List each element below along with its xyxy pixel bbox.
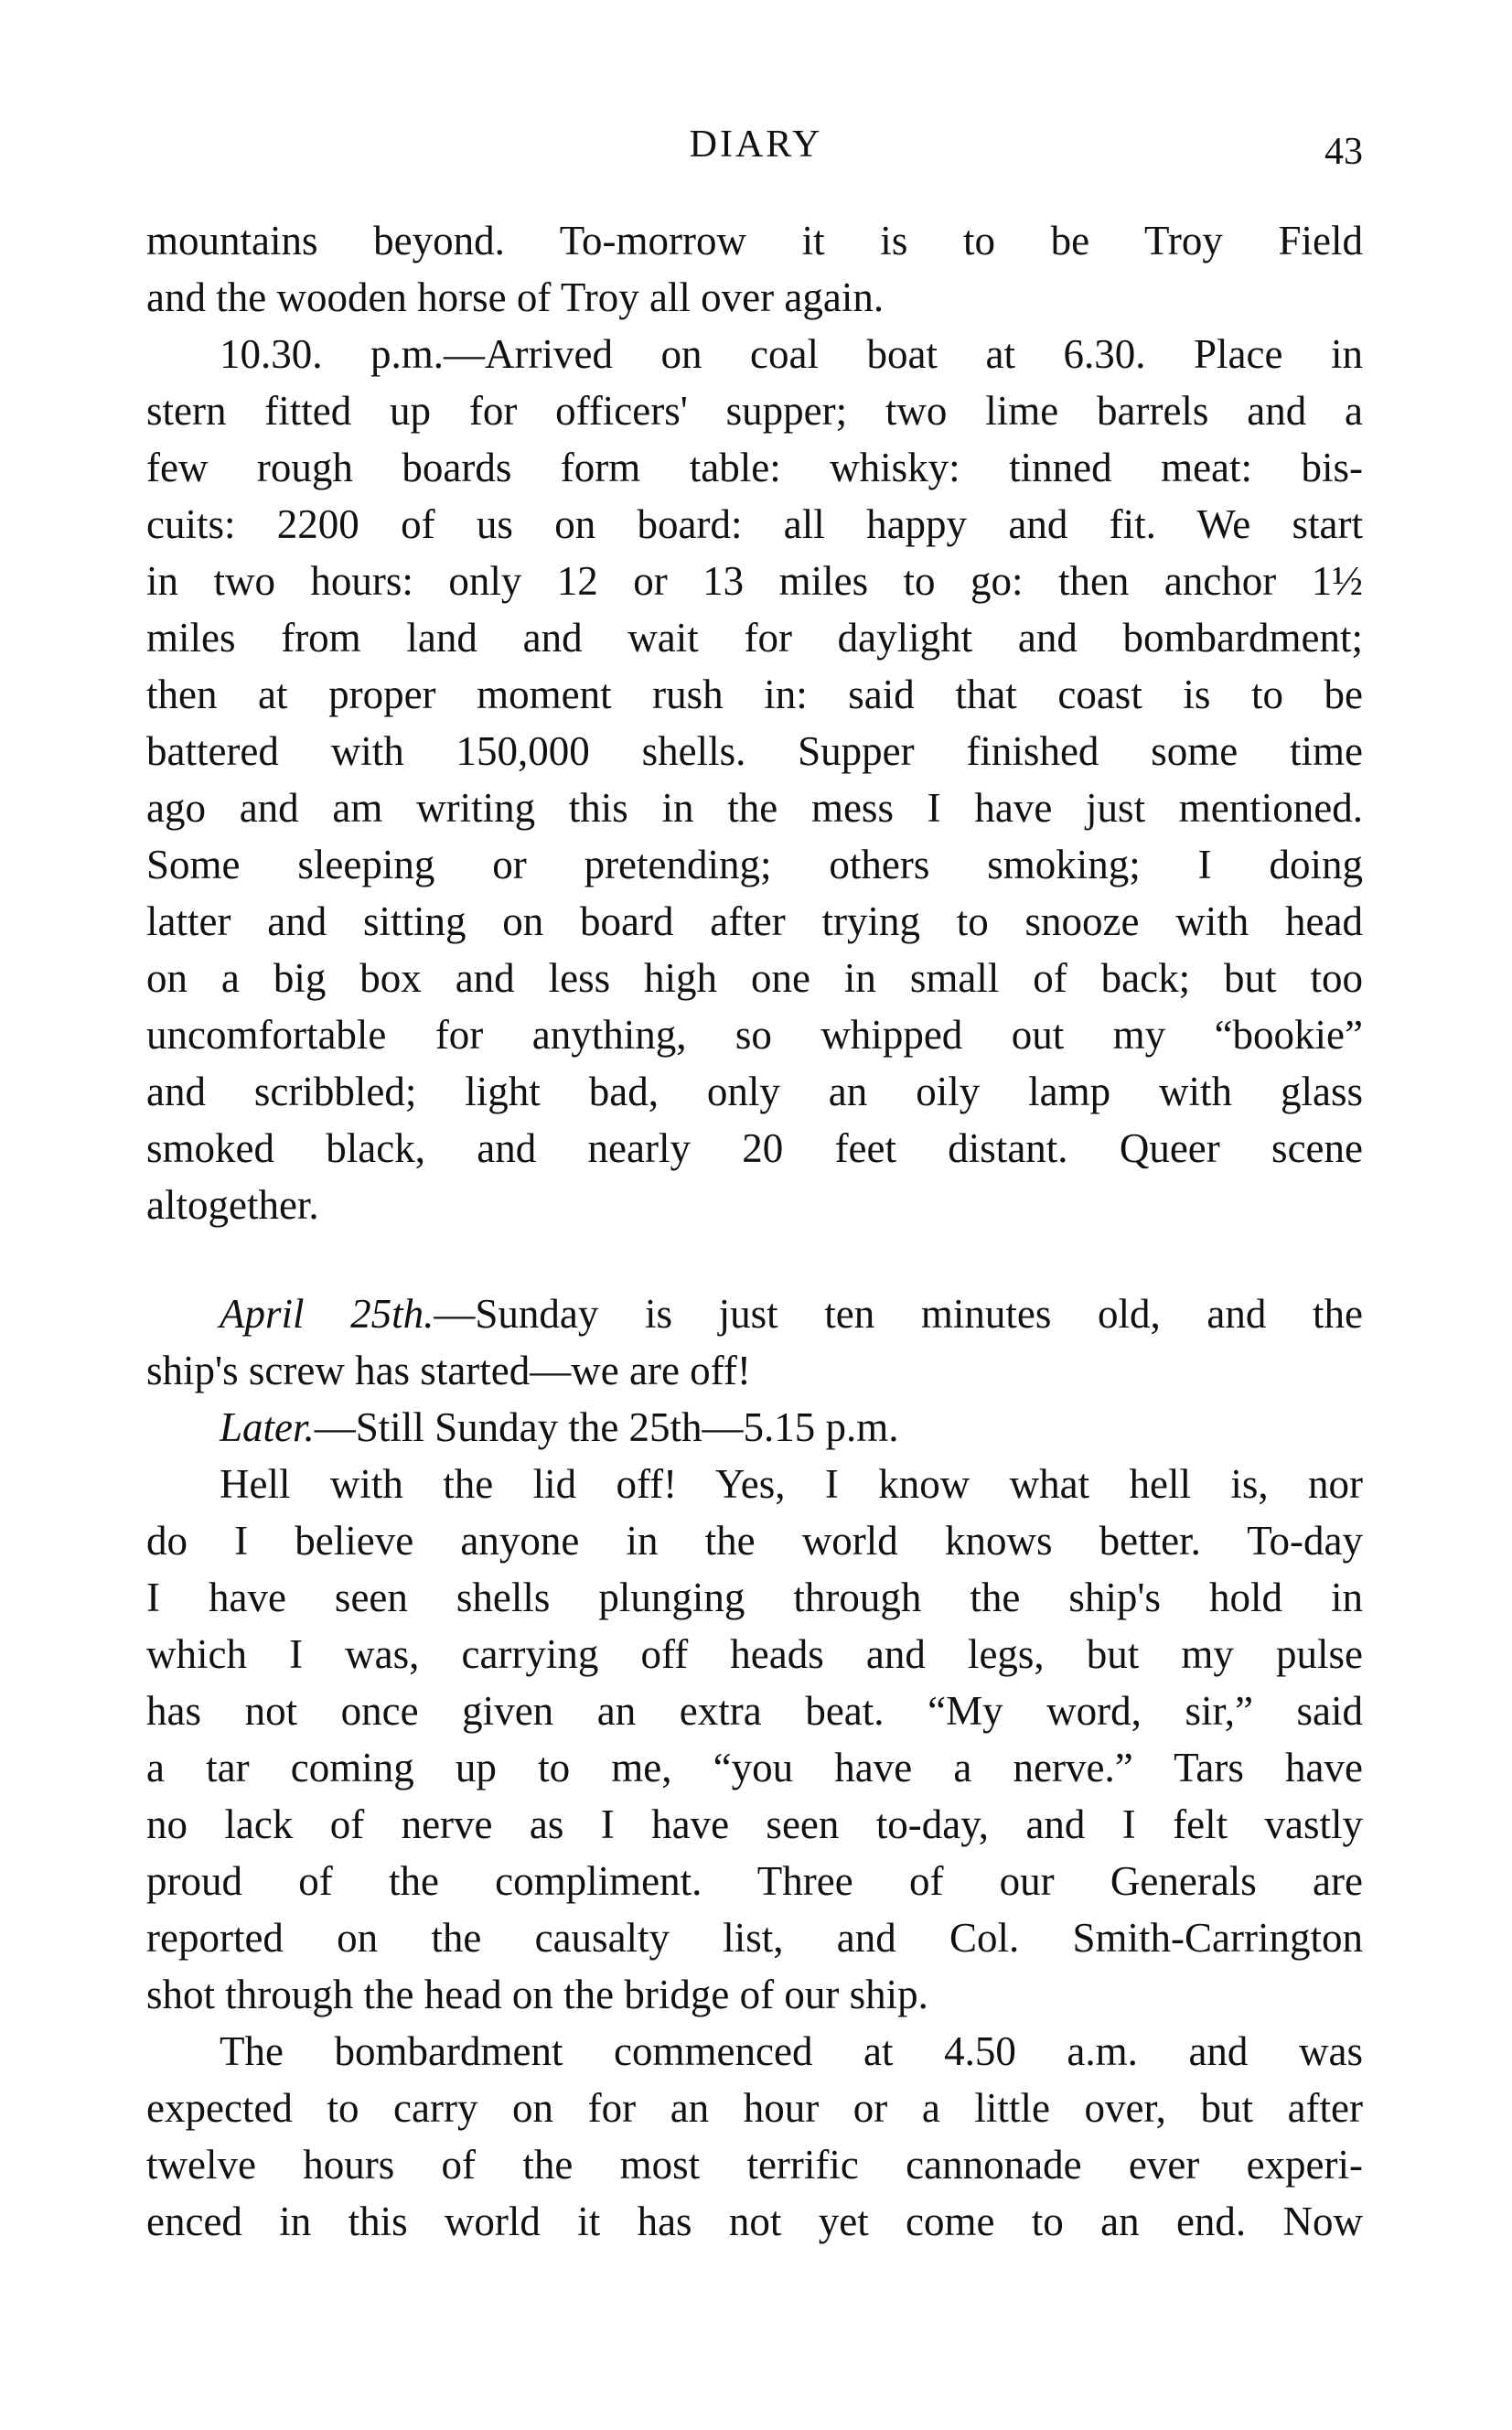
line-text: ago and am writing this in the mess I have just mentioned. <box>146 785 1363 831</box>
text-line <box>146 1177 1363 1233</box>
line-text: Hell with the lid off! Yes, I know what hell is, nor <box>220 1461 1363 1507</box>
text-line <box>146 326 1363 382</box>
text-line <box>146 1399 1363 1456</box>
text-line <box>146 1796 1363 1853</box>
line-text: I have seen shells plunging through the ship's hold in <box>146 1575 1363 1620</box>
text-line <box>146 950 1363 1006</box>
line-text: proud of the compliment. Three of our Generals are <box>146 1858 1363 1904</box>
text-line <box>146 269 1363 326</box>
line-text: a tar coming up to me, “you have a nerve.” Tars have <box>146 1745 1363 1790</box>
text-line <box>146 1739 1363 1796</box>
line-text: on a big box and less high one in small of back; but too <box>146 955 1363 1001</box>
text-line <box>146 2080 1363 2136</box>
text-line <box>146 553 1363 609</box>
text-line <box>146 1063 1363 1120</box>
text-line <box>146 2193 1363 2250</box>
text-line <box>146 723 1363 780</box>
text-line <box>146 1909 1363 1966</box>
line-text: few rough boards form table: whisky: tinned meat: bis- <box>146 445 1363 490</box>
text-line <box>146 1512 1363 1569</box>
line-text: and the wooden horse of Troy all over again. <box>146 274 885 320</box>
text-line <box>146 1569 1363 1626</box>
entry-date-italic: April 25th. <box>220 1291 434 1337</box>
text-line <box>146 1120 1363 1177</box>
page-number: 43 <box>1324 131 1363 173</box>
text-line <box>146 1683 1363 1739</box>
text-line <box>146 1006 1363 1063</box>
text-line <box>146 2136 1363 2193</box>
line-text: no lack of nerve as I have seen to-day, and I felt vastly <box>146 1801 1363 1847</box>
line-text: shot through the head on the bridge of our ship. <box>146 1972 928 2017</box>
line-text: which I was, carrying off heads and legs, but my pulse <box>146 1631 1363 1677</box>
line-text: mountains beyond. To-morrow it is to be Troy Field <box>146 218 1363 263</box>
line-text: expected to carry on for an hour or a little over, but after <box>146 2085 1363 2131</box>
line-text: 10.30. p.m.—Arrived on coal boat at 6.30. Place in <box>220 331 1363 377</box>
text-line <box>146 382 1363 439</box>
line-text: uncomfortable for anything, so whipped out my “bookie” <box>146 1012 1363 1058</box>
text-line <box>146 1626 1363 1683</box>
line-text: —Sunday is just ten minutes old, and the <box>434 1291 1363 1337</box>
text-line <box>146 1342 1363 1399</box>
text-line <box>146 893 1363 950</box>
entry-date-italic: Later. <box>220 1404 315 1450</box>
running-head-title: DIARY <box>689 124 823 166</box>
text-line <box>146 2023 1363 2080</box>
text-line <box>146 836 1363 893</box>
line-text: cuits: 2200 of us on board: all happy and fit. We start <box>146 501 1363 547</box>
text-line <box>146 439 1363 496</box>
line-text: The bombardment commenced at 4.50 a.m. and was <box>220 2028 1363 2074</box>
text-line <box>146 496 1363 553</box>
line-text: battered with 150,000 shells. Supper finished some time <box>146 728 1363 774</box>
text-line <box>146 1853 1363 1909</box>
line-text: twelve hours of the most terrific cannonade ever experi- <box>146 2142 1363 2188</box>
line-text: do I believe anyone in the world knows better. To-day <box>146 1518 1363 1564</box>
text-line <box>146 609 1363 666</box>
line-text: ship's screw has started—we are off! <box>146 1348 751 1393</box>
text-line <box>146 780 1363 836</box>
text-line <box>146 1285 1363 1342</box>
text-line <box>146 1456 1363 1512</box>
line-text: latter and sitting on board after trying to snooze with head <box>146 898 1363 944</box>
text-line <box>146 212 1363 269</box>
line-text: miles from land and wait for daylight and bombardment; <box>146 615 1363 661</box>
line-text: reported on the causalty list, and Col. Smith-Carrington <box>146 1915 1363 1961</box>
line-text: Some sleeping or pretending; others smoking; I doing <box>146 842 1363 887</box>
line-text: enced in this world it has not yet come to an end. Now <box>146 2199 1363 2244</box>
line-text: then at proper moment rush in: said that coast is to be <box>146 672 1363 717</box>
line-text: and scribbled; light bad, only an oily lamp with glass <box>146 1069 1363 1114</box>
line-text: in two hours: only 12 or 13 miles to go: then anchor 1½ <box>146 558 1363 604</box>
line-text: —Still Sunday the 25th—5.15 p.m. <box>314 1404 899 1450</box>
line-text: smoked black, and nearly 20 feet distant. Queer scene <box>146 1125 1363 1171</box>
text-line <box>146 666 1363 723</box>
line-text: stern fitted up for officers' supper; two lime barrels and a <box>146 388 1363 434</box>
line-text: has not once given an extra beat. “My word, sir,” said <box>146 1688 1363 1734</box>
text-line <box>146 1966 1363 2023</box>
line-text: altogether. <box>146 1182 319 1228</box>
